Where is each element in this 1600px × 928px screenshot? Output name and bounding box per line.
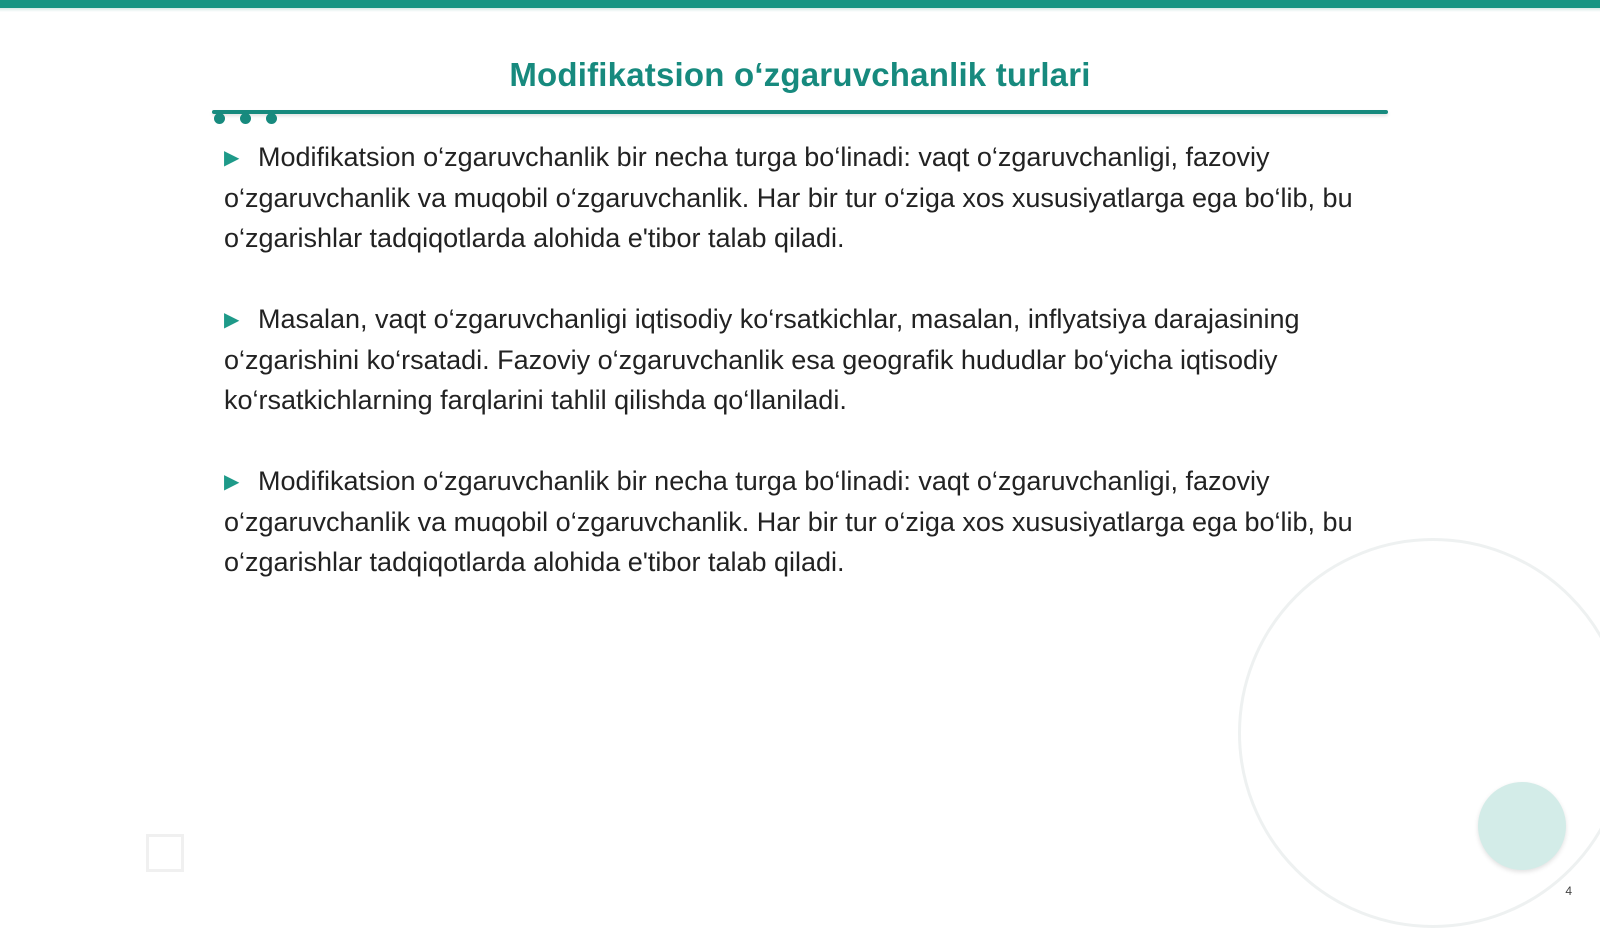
decorative-square xyxy=(146,834,184,872)
bullet-arrow-icon: ▶ xyxy=(224,309,240,331)
bullet-text-2: Masalan, vaqt o‘zgaruvchanligi iqtisodiy ko‘rsatkichlar, masalan, inflyatsiya darajasining o‘zgarishini ko‘rsatadi. Fazoviy o‘zgaruvchanlik esa geografik hududlar bo‘yicha iqtisodiy ko‘rsatkichlarning farqlarini tahlil qilishda qo‘llaniladi. xyxy=(224,304,1300,415)
bullet-text-3: Modifikatsion o‘zgaruvchanlik bir necha turga bo‘linadi: vaqt o‘zgaruvchanligi, fazoviy o‘zgaruvchanlik va muqobil o‘zgaruvchanlik. Har bir tur o‘ziga xos xususiyatlarga ega bo‘lib, bu o‘zgarishlar tadqiqotlarda alohida e'tibor talab qiladi. xyxy=(224,466,1353,577)
decorative-ring xyxy=(1238,538,1600,928)
bullet-paragraph-1 xyxy=(224,137,1354,258)
top-accent-bar-shadow xyxy=(0,8,1600,12)
bullet-text-1: Modifikatsion o‘zgaruvchanlik bir necha turga bo‘linadi: vaqt o‘zgaruvchanligi, fazoviy o‘zgaruvchanlik va muqobil o‘zgaruvchanlik. Har bir tur o‘ziga xos xususiyatlarga ega bo‘lib, bu o‘zgarishlar tadqiqotlarda alohida e'tibor talab qiladi. xyxy=(224,142,1353,253)
rule-dot-2 xyxy=(240,113,251,124)
bullet-paragraph-2 xyxy=(224,299,1354,420)
bullet-arrow-icon: ▶ xyxy=(224,471,240,493)
page-number: 4 xyxy=(1565,884,1572,898)
slide-title: Modifikatsion o‘zgaruvchanlik turlari xyxy=(509,56,1091,93)
bullet-paragraph-3 xyxy=(224,461,1354,582)
bullet-arrow-icon: ▶ xyxy=(224,147,240,169)
top-accent-bar xyxy=(0,0,1600,8)
rule-dot-3 xyxy=(266,113,277,124)
slide-body xyxy=(224,137,1354,623)
decorative-circle xyxy=(1478,782,1566,870)
rule-dot-1 xyxy=(214,113,225,124)
title-underline xyxy=(212,110,1388,114)
